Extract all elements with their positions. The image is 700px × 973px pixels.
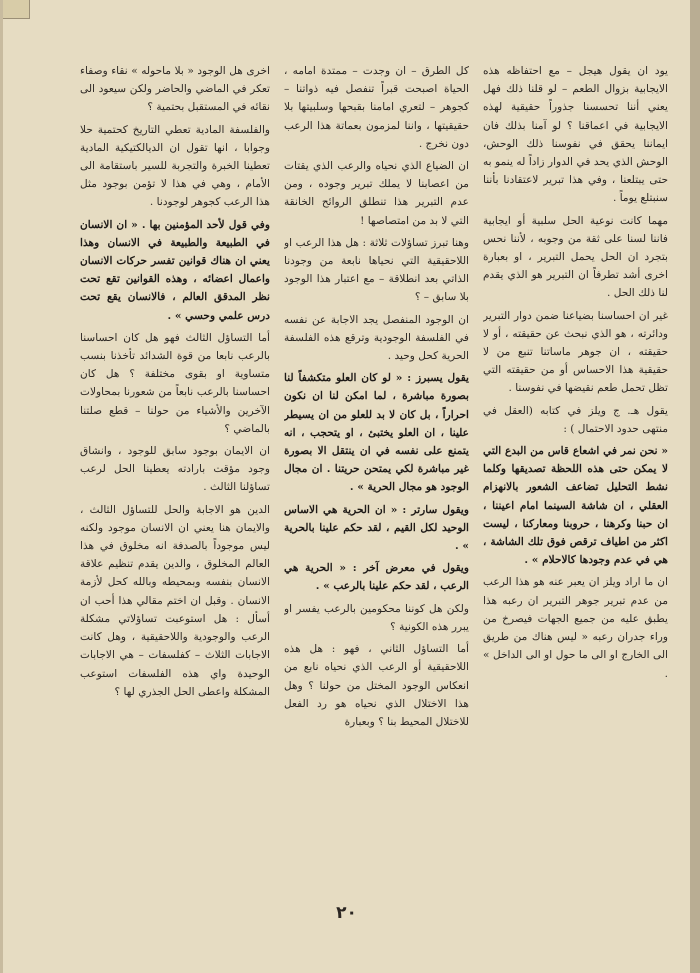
article-column-left bbox=[80, 62, 270, 882]
corner-mark bbox=[3, 0, 30, 19]
paragraph: ان الايمان بوجود سابق للوجود ، وانشاق وجود مؤقت بارادته يعطينا الحل لرعب تساؤلنا الثالث . bbox=[80, 445, 270, 494]
paragraph: ان الضياع الذي نحياه والرعب الذي يقتات من اعصابنا لا يملك تبرير وجوده ، ومن عدم التبرير هذا تنطلق الروائح الخانقة التي لا بد من امتصاصها ! bbox=[284, 160, 469, 227]
paragraph: مهما كانت نوعية الحل سلبية أو ايجابية فاننا لسنا على ثقة من وجوبه ، لأننا نحس بتجرد ان الحل يحمل التبرير ، او بعبارة اخرى أشد تطرفاً ان التبرير هو الذي يقدم لنا ذلك الحل . bbox=[483, 214, 668, 300]
paragraph: وفي قول لأحد المؤمنين بها . « ان الانسان في الطبيعة والطبيعة في الانسان وهذا يعني ان هناك قوانين تفسر حركات الانسان واعمال اعضائه ، وهذه القوانين تقع تحت نظر المدقق العالم ، فالانسان يقع تحت درس علمي وحسي » . bbox=[80, 218, 270, 322]
paragraph: ان الوجود المنفصل يجد الاجابة عن نفسه في الفلسفة الوجودية وترقع هذه الفلسفة الحرية كحل وحيد . bbox=[284, 313, 469, 363]
paragraph: وهنا تبرز تساؤلات ثلاثة : هل هذا الرعب او اللاحقيقية التي نحياها نابعة من وجودنا الذاتي بعد انطلاقة – مع اعتبار هذا الوجود بلا سابق – ؟ bbox=[284, 236, 469, 304]
paragraph: يود ان يقول هيجل – مع احتفاظه هذه الايجابية بزوال الطعم – لو قلنا ذلك فهل يعني أننا تحسسنا جذوراً حقيقية لهذه الايجابية في اعماقنا ؟ لو آمنا بذلك فان ايماننا يحقق في نفوسنا ذلك الوحش، الوحش الذي يحد في الدوار زاداً له ينمو به حتى يبتلعنا ، وفي هذا تبرير لاعتقادنا بأننا سنبتلع يوماً . bbox=[483, 65, 668, 205]
page-number: ٢٠ bbox=[336, 903, 357, 923]
paragraph: كل الطرق – ان وجدت – ممتدة امامه ، الحياة اصبحت قبراً تنفصل فيه ذواتنا – كجوهر – لتعري امامنا بقبحها وسلبيتها بلا حقيقيتها ، واننا لمزمون بعماتة هذا الرعب دون نخرج . bbox=[284, 65, 469, 150]
article-columns bbox=[65, 62, 668, 882]
article-column-middle bbox=[284, 62, 469, 882]
paragraph: ويقول في معرض آخر : « الحرية هي الرعب ، لقد حكم علينا بالرعب » . bbox=[284, 562, 469, 593]
paragraph: أما التساؤل الثاني ، فهو : هل هذه اللاحقيقية أو الرعب الذي نحياه نابع من انعكاس الوجود المختل من حولنا ؟ وهل هذا الاختلال الذي نحياه هو رد الفعل للاختلال المحيط بنا ؟ وبعبارة bbox=[284, 643, 469, 728]
paragraph: أما التساؤل الثالث فهو هل كان احساسنا بالرعب نابعا من قوة الشدائد تأخذنا بنسب متساوية او بقوى مختلفة ؟ هل كان احساسنا بالرعب نابعاً من شعورنا بمحاولات الآخرين والأشياء من حولنا – قطع صلتنا بالماضي ؟ bbox=[80, 331, 270, 435]
paragraph: الدين هو الاجابة والحل للتساؤل الثالث ، والايمان هنا يعني ان الانسان موجود ولكنه ليس موجوداً بالصدفة انه مخلوق في هذا العالم المخلوق ، والدين يقدم تنظيم علاقة الانسان بنفسه وبمحيطه وبالله كحل لأزمة الانسان . وقبل ان اختم مقالي هذا أحب ان أسأل : هل استوعبت تساؤلاتي مشكلة الرعب والوجودية واللاحقيقية ، وهل كانت الاجابات الثلاث – كفلسفات – هي الاجابات الوحيدة واي هذه الفلسفات استوعب المشكلة واعطى الحل الجذري لها ؟ bbox=[80, 503, 270, 698]
paragraph: « نحن نمر في اشعاع قاس من البدع التي لا يمكن حتى هذه اللحظة تصديقها وكلما نشط التحليل تضاعف الشعور بالانهزام العقلي ، ان شاشة السينما امام اعيننا ، ان حبنا وكرهنا ، حروبنا ومعاركنا ، ليست اكثر من اطياف ترقص فوق تلك الشاشة ، هي في عدم وجودها كالاحلام » . bbox=[483, 445, 668, 567]
paragraph: ان ما اراد ويلز ان يعبر عنه هو هذا الرعب من عدم تبرير جوهر التبرير ان رعبه هذا يطبق عليه من جميع الجهات فيصرخ من وراء جدران رعبه « ليس هناك من طريق الى الخارج او الى ما حول او الى الداخل » . bbox=[483, 576, 668, 680]
paragraph: غير ان احساسنا بضياعنا ضمن دوار التبرير ودائرته ، هو الذي نبحث عن حقيقته ، أو لا حقيقته ، ان جوهر ماساتنا تنبع من لا حقيقية هذا الاحساس أو من حقيقته التي تظل تحمل طعم نقيضها في نفوسنا . bbox=[483, 309, 668, 395]
paragraph: ويقول سارتر : « ان الحرية هي الاساس الوحيد لكل القيم ، لقد حكم علينا بالحرية » . bbox=[284, 503, 469, 553]
paragraph: اخرى هل الوجود « بلا ماحوله » نقاء وصفاء تعكر في الماضي والحاضر ولكن سيعود الى نقائه في المستقبل بحتمية ؟ bbox=[80, 65, 270, 114]
paragraph: ولكن هل كوننا محكومين بالرعب يفسر او يبرر هذه الكونية ؟ bbox=[284, 602, 469, 633]
paragraph: يقول يسبرز : « لو كان العلو متكشفاً لنا بصورة مباشرة ، لما امكن لنا ان نكون احراراً ، بل كان لا بد للعلو من ان يسيطر علينا ، ان العلو يختبئ ، او يتحجب ، انه يتمنع على نفسه في ان ينتقل الا بصورة غير مباشرة لكي يمتحن حريتنا . ان مجال الوجود هو مجال الحرية » . bbox=[284, 372, 469, 494]
paragraph: يقول هـ. ج ويلز في كتابه (العقل في منتهى حدود الاحتمال ) : bbox=[483, 404, 668, 435]
paragraph: والفلسفة المادية تعطي التاريخ كحتمية حلا وجوابا ، انها تقول ان الديالكتيكية المادية تعطينا الخبرة والتجربة للسير باستقامة الى الأمام ، وهي في هذا لا تؤمن بوجود مثل هذا الرعب كجوهر لوجودنا . bbox=[80, 123, 270, 209]
article-column-right bbox=[483, 62, 668, 882]
